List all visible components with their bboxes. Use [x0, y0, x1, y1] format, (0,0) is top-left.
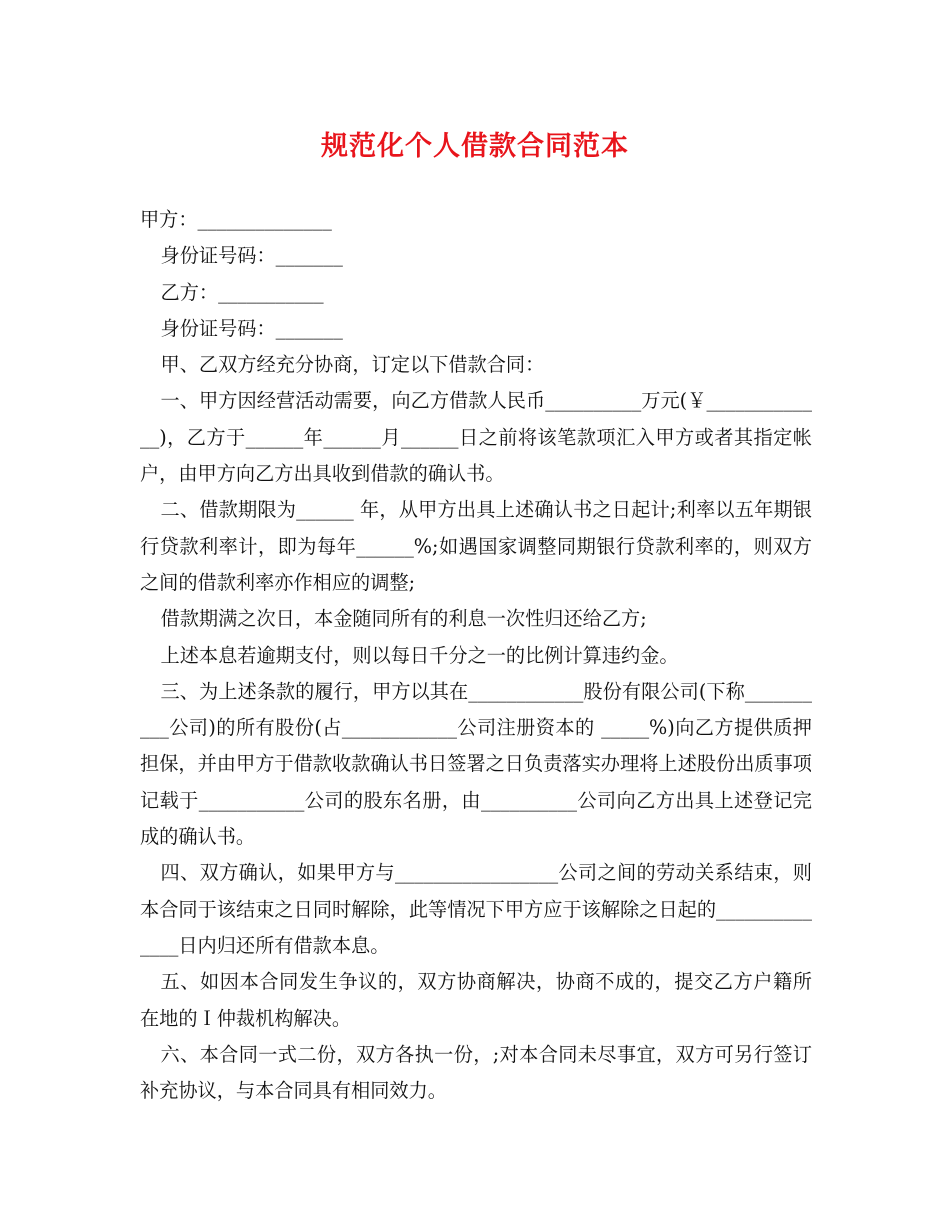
party-b-line: 乙方：___________	[160, 280, 324, 304]
clause-2-paragraph: 二、借款期限为______ 年，从甲方出具上述确认书之日起计;利率以五年期银行贷款利率计，即为每年______%;如遇国家调整同期银行贷款利率的，则双方之间的借款利率亦作相应的调整;	[140, 498, 812, 594]
preamble-paragraph: 甲、乙双方经充分协商，订定以下借款合同：	[160, 353, 545, 377]
clause-4-paragraph: 四、双方确认，如果甲方与_________________公司之间的劳动关系结束，则本合同于该结束之日同时解除，此等情况下甲方应于该解除之日起的______________日内归还所有借款本息。	[140, 861, 812, 957]
clause-3-paragraph: 三、为上述条款的履行，甲方以其在____________股份有限公司(下称__________公司)的所有股份(占____________公司注册资本的 _____%)向乙方提供质押担保，并由甲方于借款收款确认书日签署之日负责落实办理将上述股份出质事项记载于___________公司的股东名册，由__________公司向乙方出具上述登记完成的确认书。	[140, 679, 812, 849]
party-a-id-line: 身份证号码：_______	[160, 244, 343, 268]
document-body	[140, 202, 812, 1109]
party-a-line: 甲方：______________	[140, 208, 332, 231]
clause-6-paragraph: 六、本合同一式二份，双方各执一份，;对本合同未尽事宜，双方可另行签订补充协议，与本合同具有相同效力。	[140, 1042, 812, 1103]
clause-5-paragraph: 五、如因本合同发生争议的，双方协商解决，协商不成的，提交乙方户籍所在地的Ｉ仲裁机构解决。	[140, 970, 812, 1030]
clause-2-maturity-paragraph: 借款期满之次日，本金随同所有的利息一次性归还给乙方;	[160, 607, 647, 631]
party-b-id-line: 身份证号码：_______	[160, 316, 343, 340]
clause-2-penalty-paragraph: 上述本息若逾期支付，则以每日千分之一的比例计算违约金。	[160, 643, 679, 667]
document-title: 规范化个人借款合同范本	[321, 131, 629, 162]
clause-1-paragraph: 一、甲方因经营活动需要，向乙方借款人民币__________万元(￥_____________)，乙方于______年______月______日之前将该笔款项汇入甲方或者其指定帐户，由甲方向乙方出具收到借款的确认书。	[140, 389, 812, 486]
